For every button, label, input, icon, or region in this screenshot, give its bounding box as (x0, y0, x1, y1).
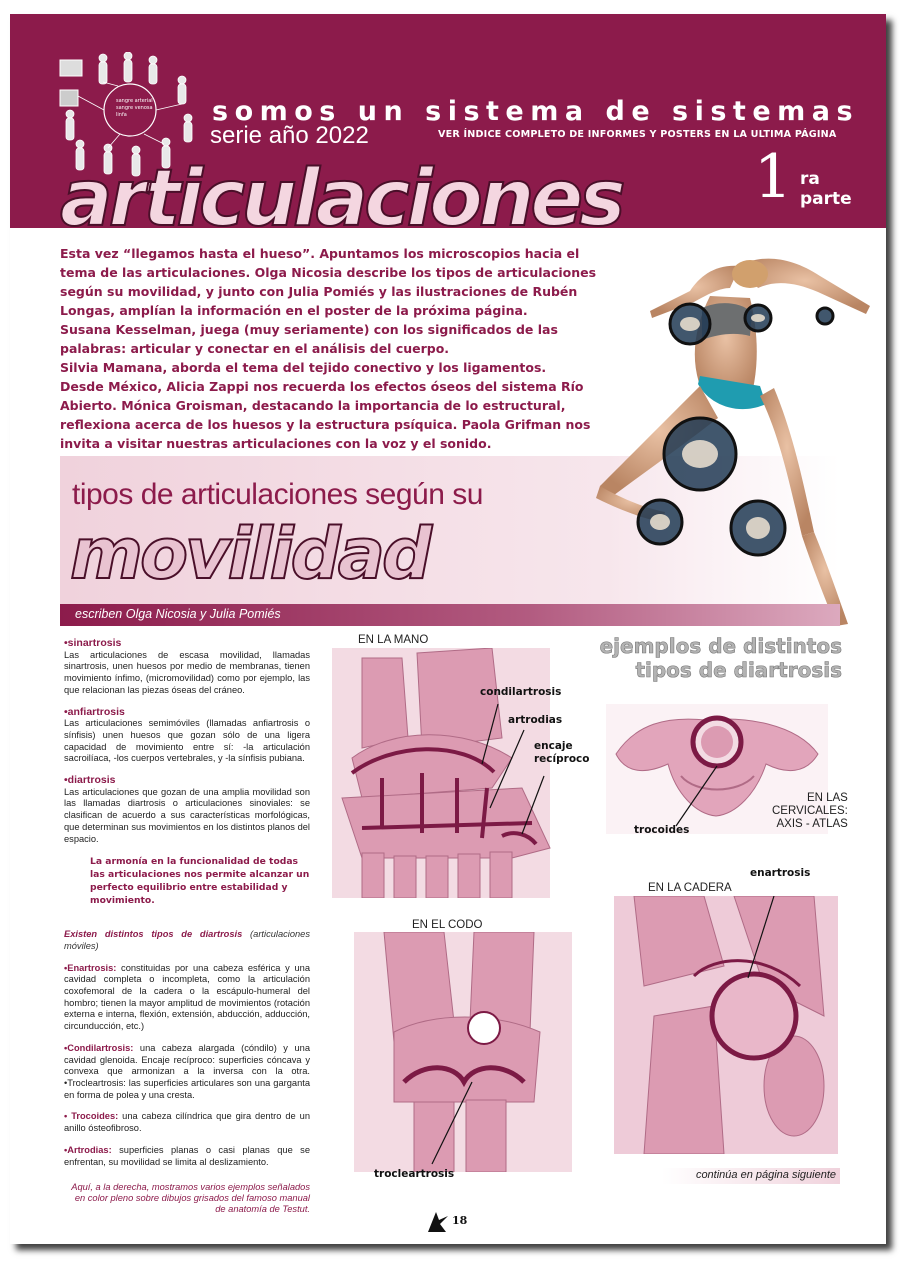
cervical-label-line2: CERVICALES: (772, 805, 848, 817)
cervical-label (772, 792, 848, 831)
encaje-tag (534, 740, 589, 766)
encaje-tag-line2: recíproco (534, 753, 590, 765)
trocoides-term: • Trocoides: (64, 1111, 119, 1122)
elbow-label: EN EL CODO (412, 919, 483, 931)
intro-paragraph: Desde México, Alicia Zappi nos recuerda los efectos óseos del sistema Río Abierto. Mónica Groisman, destacando la importancia de lo estructural, reflexiona acerca de los huesos y la estructura psíquica. Paola Grifman nos invita a visitar nuestras articulaciones con la voz y el sonido. (60, 379, 591, 451)
legend-linfa: linfa (116, 112, 127, 118)
continua-text: continúa en página siguiente (695, 1169, 836, 1181)
artrodias-text (64, 1145, 310, 1168)
hand-label: EN LA MANO (358, 634, 429, 646)
intro-paragraph: Susana Kesselman, juega (muy seriamente) con los significados de las palabras: articular y conectar en el análisis del cuerpo. (60, 322, 558, 356)
hip-label: EN LA CADERA (648, 882, 732, 894)
elbow-anatomy-illustration (354, 932, 572, 1172)
dancer-illustration (590, 236, 880, 636)
examples-title-line2: tipos de diartrosis (635, 658, 842, 682)
sinartrosis-heading: •sinartrosis (64, 637, 122, 649)
left-column (64, 638, 310, 1215)
condilartrosis-text (64, 1043, 310, 1102)
hip-anatomy-illustration (614, 896, 838, 1154)
authors-text: escriben Olga Nicosia y Julia Pomiés (75, 607, 281, 621)
diartrosis-text: Las articulaciones que gozan de una amplia movilidad son las llamadas diartrosis o articulaciones sinoviales: se clasifican de acuerdo a sus características morfológicas, que determinan sus movimientos en los distintos planos del espacio. (64, 786, 310, 844)
poster-page (10, 14, 886, 1244)
condilartrosis-term: •Condilartrosis: (64, 1042, 134, 1053)
continua-bar (662, 1168, 840, 1184)
anfiartrosis-text: Las articulaciones semimóviles (llamadas anfiartrosis o sínfisis) unen huesos que gozan sólo de una ligera capacidad de movimiento entre sí: -la articulación sacroilíaca, -los cuerpos vertebrales, y -la sínfisis pubiana. (64, 718, 310, 764)
legend-venosa: sangre venosa (116, 105, 153, 111)
main-title: articulaciones (60, 154, 622, 244)
series-title: somos un sistema de sistemas (212, 96, 860, 127)
examples-title (546, 634, 842, 682)
page-number-box (426, 1210, 486, 1234)
artrodias-term: •Artrodias: (64, 1144, 112, 1155)
existen-main: Existen distintos tipos de diartrosis (64, 929, 243, 940)
trocleartrosis-tag: trocleartrosis (374, 1168, 455, 1180)
artrodias-tag: artrodias (508, 714, 563, 726)
cervical-label-line3: AXIS - ATLAS (776, 818, 848, 830)
condilartrosis-tag: condilartrosis (480, 686, 562, 698)
enartrosis-term: •Enartrosis: (64, 962, 117, 973)
section-subtitle: tipos de articulaciones según su (72, 478, 483, 511)
sinartrosis-text: Las articulaciones de escasa movilidad, llamadas sinartrosis, unen huesos por medio de membranas, tienen movimiento ínfimo, (micromovilidad) como por ejemplo, las que relacionan las piezas óseas del cráneo. (64, 649, 310, 695)
section-title: movilidad (70, 513, 430, 595)
trocoides-text (64, 1111, 310, 1134)
part-number: 1 (754, 142, 793, 212)
authors-bar (60, 604, 840, 626)
enartrosis-tag: enartrosis (750, 867, 811, 879)
intro-paragraph: Silvia Mamana, aborda el tema del tejido conectivo y los ligamentos. (60, 360, 547, 375)
enartrosis-text (64, 963, 310, 1033)
intro-paragraph: Esta vez “llegamos hasta el hueso”. Apuntamos los microscopios hacia el tema de las articulaciones. Olga Nicosia describe los tipos de articulaciones según su movilidad, y junto con Julia Pomiés y las ilustraciones de Rubén Longas, amplían la información en el poster de la próxima página. (60, 246, 597, 318)
part-suffix-ra: ra (800, 169, 820, 189)
cervical-label-line1: EN LAS (806, 792, 848, 804)
publication-logo-icon (426, 1210, 450, 1234)
intro-text (60, 244, 608, 453)
legend-arterial: sangre arterial (116, 98, 153, 104)
existen-line (64, 929, 310, 952)
index-note: VER ÍNDICE COMPLETO DE INFORMES Y POSTERS EN LA ULTIMA PÁGINA (438, 129, 837, 140)
page-number: 18 (452, 1214, 468, 1227)
artrodias-desc: superficies planas o casi planas que se enfrentan, su movilidad se limita al deslizamiento. (64, 1144, 310, 1167)
anfiartrosis-heading: •anfiartrosis (64, 705, 125, 718)
encaje-tag-line1: encaje (534, 740, 573, 752)
diartrosis-heading: •diartrosis (64, 774, 116, 787)
enartrosis-desc: constituidas por una cabeza esférica y una cavidad completa o incompleta, como la articulación coxofemoral de la cadera o la escápulo-humeral del hombro; tienen la mayor amplitud de movimientos (rotación externa e interna, flexión, extensión, abducción, adducción, circunducción, etc.) (64, 962, 310, 1032)
trocoides-desc: una cabeza cilíndrica que gira dentro de un anillo ósteofibroso. (64, 1111, 310, 1134)
examples-title-line1: ejemplos de distintos (599, 634, 842, 658)
trocoides-tag: trocoides (634, 824, 690, 836)
testut-note: Aquí, a la derecha, mostramos varios ejemplos señalados en color pleno sobre dibujos grisados del famoso manual de anatomía de Testut. (71, 1182, 310, 1215)
part-suffix-parte: parte (800, 189, 852, 209)
condilartrosis-desc: una cabeza alargada (cóndilo) y una cavidad glenoida. Encaje recíproco: superficies cóncava y convexa que armonizan a la inversa con la otra. •Trocleartrosis: las superficies articulares son una garganta en forma de polea y una cresta. (64, 1042, 310, 1100)
part-suffix (800, 169, 852, 209)
harmony-callout: La armonía en la funcionalidad de todas las articulaciones nos permite alcanzar un perfecto equilibrio entre estabilidad y movimiento. (90, 856, 310, 907)
existen-paren: (articulaciones móviles) (64, 929, 311, 951)
series-year: serie año 2022 (210, 122, 369, 149)
